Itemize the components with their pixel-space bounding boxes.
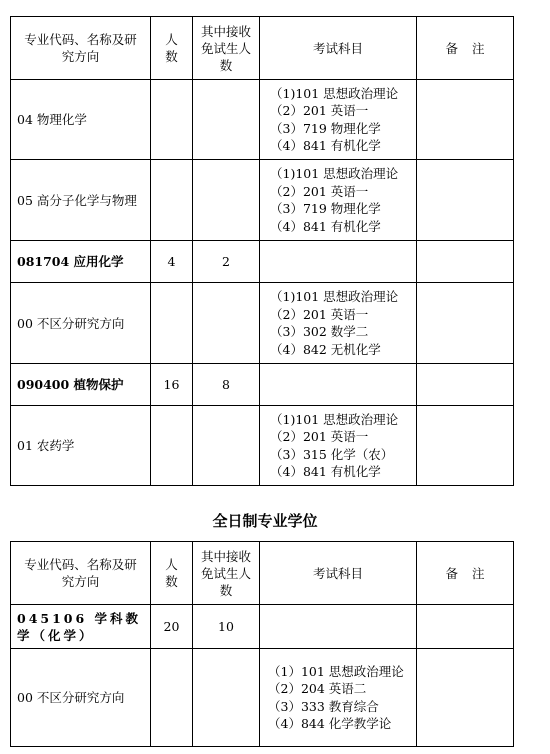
subjects-cell [260, 160, 417, 241]
remark-cell [417, 364, 514, 406]
header-subjects: 考试科目 [260, 17, 417, 80]
header-remark: 备注 [417, 542, 514, 605]
remark-cell [417, 241, 514, 283]
exempt-cell [193, 649, 260, 747]
subject-line: （4）844 化学教学论 [268, 716, 392, 731]
exempt-cell: 2 [193, 241, 260, 283]
count-cell [151, 80, 193, 160]
table-row [11, 241, 514, 283]
header-subjects: 考试科目 [260, 542, 417, 605]
remark-cell [417, 649, 514, 747]
remark-cell [417, 80, 514, 160]
program-name: 00 不区分研究方向 [11, 649, 151, 747]
header-count: 人数 [151, 542, 193, 605]
program-name: 090400 植物保护 [11, 364, 151, 406]
table-row [11, 406, 514, 486]
remark-cell [417, 605, 514, 649]
subject-line: （3）719 物理化学 [270, 201, 381, 216]
subject-line: （2）201 英语一 [270, 306, 369, 322]
subject-line: （3）333 教育综合 [268, 698, 379, 714]
count-cell [151, 160, 193, 241]
subject-line: （1）101 思想政治理论 [268, 663, 404, 679]
table-header-row [11, 17, 514, 80]
exempt-cell: 10 [193, 605, 260, 649]
subject-line: （3）302 数学二 [270, 324, 369, 339]
subject-line: （2）204 英语二 [268, 681, 367, 696]
header-program: 专业代码、名称及研究方向 [11, 542, 151, 605]
program-name: 045106 学科教学（化学） [11, 605, 151, 649]
subjects-cell [260, 80, 417, 160]
header-exempt: 其中接收免试生人数 [193, 17, 260, 80]
exempt-cell [193, 283, 260, 364]
count-cell [151, 283, 193, 364]
program-name: 05 高分子化学与物理 [11, 160, 151, 241]
admissions-table-professional [10, 541, 514, 747]
count-cell: 16 [151, 364, 193, 406]
remark-cell [417, 283, 514, 364]
count-cell: 20 [151, 605, 193, 649]
exempt-cell: 8 [193, 364, 260, 406]
subject-line: （1)101 思想政治理论 [270, 166, 399, 181]
subject-line: （4）841 有机化学 [270, 218, 381, 234]
subjects-cell [260, 241, 417, 283]
remark-cell [417, 406, 514, 486]
header-exempt: 其中接收免试生人数 [193, 542, 260, 605]
subjects-cell [260, 406, 417, 486]
table-row [11, 364, 514, 406]
remark-cell [417, 160, 514, 241]
table-row [11, 283, 514, 364]
subject-line: （4）842 无机化学 [270, 341, 381, 357]
count-cell: 4 [151, 241, 193, 283]
section-title: 全日制专业学位 [212, 512, 318, 530]
table-row [11, 160, 514, 241]
subjects-cell [260, 605, 417, 649]
exempt-cell [193, 406, 260, 486]
program-name: 081704 应用化学 [11, 241, 151, 283]
program-name: 01 农药学 [11, 406, 151, 486]
count-cell [151, 649, 193, 747]
header-remark: 备注 [417, 17, 514, 80]
subject-line: （1)101 思想政治理论 [270, 85, 399, 101]
program-name: 00 不区分研究方向 [11, 283, 151, 364]
subject-line: （2）201 英语一 [270, 183, 369, 199]
exempt-cell [193, 80, 260, 160]
subjects-cell [260, 364, 417, 406]
subject-line: （1)101 思想政治理论 [270, 411, 399, 427]
exempt-cell [193, 160, 260, 241]
table-row [11, 605, 514, 649]
header-count: 人数 [151, 17, 193, 80]
subject-line: （4）841 有机化学 [270, 138, 381, 153]
subject-line: （2）201 英语一 [270, 429, 369, 444]
table-header-row [11, 542, 514, 605]
count-cell [151, 406, 193, 486]
subjects-cell [260, 283, 417, 364]
header-program: 专业代码、名称及研究方向 [11, 17, 151, 80]
subject-line: （3）315 化学（农） [270, 446, 394, 462]
subject-line: （2）201 英语一 [270, 103, 369, 118]
subject-line: （1)101 思想政治理论 [270, 289, 399, 304]
subjects-cell [260, 649, 417, 747]
table-row [11, 649, 514, 747]
table-row [11, 80, 514, 160]
program-name: 04 物理化学 [11, 80, 151, 160]
admissions-table-academic [10, 16, 514, 486]
subject-line: （3）719 物理化学 [270, 120, 381, 136]
subject-line: （4）841 有机化学 [270, 464, 381, 479]
